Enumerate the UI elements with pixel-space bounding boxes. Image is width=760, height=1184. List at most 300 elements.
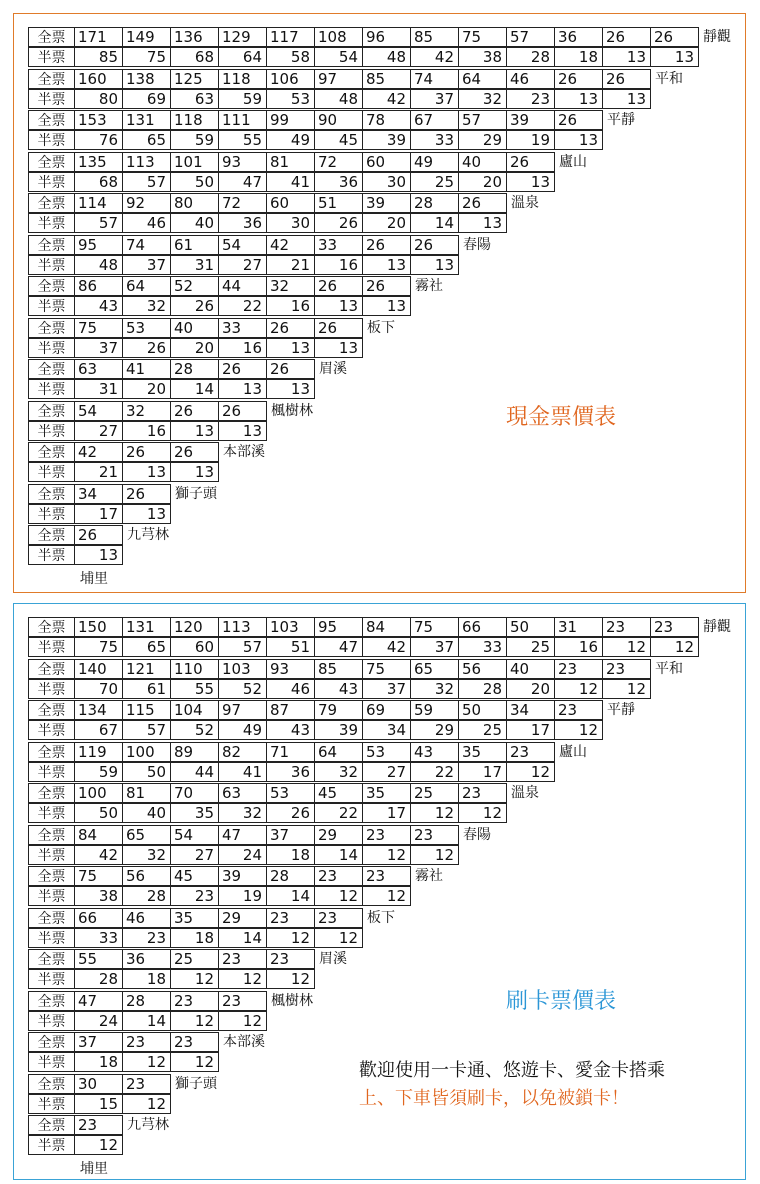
- half-fare-cell: 46: [122, 213, 171, 233]
- station-label: 平和: [655, 71, 683, 87]
- station-label: 春陽: [463, 827, 491, 843]
- full-fare-cell: 140: [74, 659, 123, 679]
- full-fare-cell: 26: [122, 484, 171, 504]
- half-fare-cell: 20: [362, 213, 411, 233]
- full-fare-cell: 89: [170, 742, 219, 762]
- half-fare-cell: 13: [554, 130, 603, 150]
- full-fare-cell: 125: [170, 69, 219, 89]
- full-fare-label: 全票: [28, 442, 75, 462]
- full-fare-cell: 134: [74, 700, 123, 720]
- full-fare-cell: 119: [74, 742, 123, 762]
- half-fare-cell: 12: [554, 679, 603, 699]
- half-fare-cell: 12: [218, 1011, 267, 1031]
- half-fare-cell: 27: [218, 255, 267, 275]
- half-fare-cell: 28: [506, 47, 555, 67]
- full-fare-label: 全票: [28, 401, 75, 421]
- half-fare-cell: 12: [122, 1052, 171, 1072]
- full-fare-cell: 97: [218, 700, 267, 720]
- full-fare-cell: 75: [362, 659, 411, 679]
- full-fare-cell: 85: [410, 27, 459, 47]
- station-label: 平靜: [607, 112, 635, 128]
- full-fare-cell: 100: [74, 783, 123, 803]
- station-label: 獅子頭: [175, 1076, 217, 1092]
- full-fare-cell: 114: [74, 193, 123, 213]
- full-fare-cell: 96: [362, 27, 411, 47]
- full-fare-cell: 28: [122, 991, 171, 1011]
- full-fare-cell: 61: [170, 235, 219, 255]
- half-fare-label: 半票: [28, 969, 75, 989]
- half-fare-cell: 57: [122, 172, 171, 192]
- half-fare-cell: 43: [266, 720, 315, 740]
- half-fare-cell: 13: [314, 338, 363, 358]
- full-fare-cell: 46: [122, 908, 171, 928]
- half-fare-cell: 18: [266, 845, 315, 865]
- full-fare-label: 全票: [28, 617, 75, 637]
- half-fare-cell: 13: [554, 89, 603, 109]
- half-fare-cell: 57: [218, 637, 267, 657]
- half-fare-label: 半票: [28, 255, 75, 275]
- half-fare-cell: 17: [506, 720, 555, 740]
- half-fare-cell: 39: [314, 720, 363, 740]
- full-fare-cell: 40: [170, 318, 219, 338]
- full-fare-cell: 26: [122, 442, 171, 462]
- half-fare-cell: 32: [218, 803, 267, 823]
- half-fare-cell: 36: [266, 762, 315, 782]
- full-fare-label: 全票: [28, 949, 75, 969]
- full-fare-cell: 59: [410, 700, 459, 720]
- full-fare-cell: 66: [74, 908, 123, 928]
- half-fare-cell: 32: [122, 845, 171, 865]
- half-fare-cell: 43: [74, 296, 123, 316]
- half-fare-label: 半票: [28, 545, 75, 565]
- half-fare-cell: 67: [74, 720, 123, 740]
- station-label: 平和: [655, 661, 683, 677]
- half-fare-cell: 51: [266, 637, 315, 657]
- full-fare-label: 全票: [28, 742, 75, 762]
- half-fare-cell: 55: [218, 130, 267, 150]
- half-fare-cell: 38: [458, 47, 507, 67]
- half-fare-cell: 16: [122, 421, 171, 441]
- station-label: 霧社: [415, 278, 443, 294]
- half-fare-label: 半票: [28, 172, 75, 192]
- full-fare-cell: 35: [362, 783, 411, 803]
- half-fare-label: 半票: [28, 296, 75, 316]
- half-fare-cell: 18: [74, 1052, 123, 1072]
- half-fare-cell: 61: [122, 679, 171, 699]
- full-fare-cell: 26: [554, 69, 603, 89]
- full-fare-cell: 43: [410, 742, 459, 762]
- full-fare-label: 全票: [28, 783, 75, 803]
- half-fare-cell: 59: [170, 130, 219, 150]
- half-fare-cell: 31: [170, 255, 219, 275]
- half-fare-cell: 12: [170, 1052, 219, 1072]
- full-fare-cell: 23: [122, 1032, 171, 1052]
- station-label: 靜觀: [703, 29, 731, 45]
- full-fare-cell: 23: [362, 866, 411, 886]
- full-fare-cell: 65: [122, 825, 171, 845]
- half-fare-cell: 30: [266, 213, 315, 233]
- half-fare-cell: 20: [122, 379, 171, 399]
- full-fare-cell: 149: [122, 27, 171, 47]
- half-fare-cell: 69: [122, 89, 171, 109]
- half-fare-cell: 14: [314, 845, 363, 865]
- full-fare-cell: 23: [218, 949, 267, 969]
- half-fare-cell: 46: [266, 679, 315, 699]
- half-fare-cell: 13: [458, 213, 507, 233]
- full-fare-label: 全票: [28, 276, 75, 296]
- half-fare-label: 半票: [28, 504, 75, 524]
- half-fare-cell: 37: [74, 338, 123, 358]
- half-fare-cell: 12: [410, 803, 459, 823]
- half-fare-label: 半票: [28, 1011, 75, 1031]
- full-fare-cell: 90: [314, 110, 363, 130]
- half-fare-cell: 75: [74, 637, 123, 657]
- full-fare-cell: 103: [266, 617, 315, 637]
- full-fare-cell: 26: [74, 525, 123, 545]
- half-fare-cell: 60: [170, 637, 219, 657]
- full-fare-cell: 72: [218, 193, 267, 213]
- full-fare-cell: 99: [266, 110, 315, 130]
- half-fare-cell: 26: [266, 803, 315, 823]
- full-fare-cell: 85: [362, 69, 411, 89]
- half-fare-cell: 47: [314, 637, 363, 657]
- full-fare-label: 全票: [28, 866, 75, 886]
- half-fare-cell: 76: [74, 130, 123, 150]
- half-fare-cell: 13: [650, 47, 699, 67]
- full-fare-cell: 46: [506, 69, 555, 89]
- half-fare-cell: 17: [74, 504, 123, 524]
- half-fare-cell: 12: [506, 762, 555, 782]
- full-fare-cell: 72: [314, 152, 363, 172]
- half-fare-cell: 27: [74, 421, 123, 441]
- half-fare-cell: 20: [506, 679, 555, 699]
- half-fare-cell: 23: [506, 89, 555, 109]
- station-label: 眉溪: [319, 951, 347, 967]
- full-fare-cell: 131: [122, 110, 171, 130]
- full-fare-cell: 42: [266, 235, 315, 255]
- half-fare-cell: 14: [122, 1011, 171, 1031]
- half-fare-label: 半票: [28, 338, 75, 358]
- full-fare-cell: 23: [170, 991, 219, 1011]
- full-fare-cell: 103: [218, 659, 267, 679]
- full-fare-cell: 41: [122, 359, 171, 379]
- full-fare-cell: 23: [218, 991, 267, 1011]
- full-fare-cell: 104: [170, 700, 219, 720]
- half-fare-cell: 13: [218, 379, 267, 399]
- half-fare-cell: 12: [218, 969, 267, 989]
- full-fare-cell: 45: [314, 783, 363, 803]
- full-fare-cell: 54: [74, 401, 123, 421]
- half-fare-cell: 49: [218, 720, 267, 740]
- half-fare-cell: 57: [74, 213, 123, 233]
- full-fare-cell: 95: [314, 617, 363, 637]
- full-fare-cell: 42: [74, 442, 123, 462]
- full-fare-cell: 95: [74, 235, 123, 255]
- full-fare-cell: 26: [314, 276, 363, 296]
- half-fare-cell: 37: [362, 679, 411, 699]
- full-fare-cell: 129: [218, 27, 267, 47]
- full-fare-cell: 69: [362, 700, 411, 720]
- half-fare-cell: 13: [218, 421, 267, 441]
- half-fare-cell: 37: [122, 255, 171, 275]
- full-fare-cell: 57: [506, 27, 555, 47]
- full-fare-cell: 23: [122, 1074, 171, 1094]
- full-fare-cell: 87: [266, 700, 315, 720]
- full-fare-cell: 26: [650, 27, 699, 47]
- half-fare-cell: 28: [458, 679, 507, 699]
- full-fare-cell: 54: [170, 825, 219, 845]
- full-fare-cell: 113: [218, 617, 267, 637]
- half-fare-cell: 18: [170, 928, 219, 948]
- cash-fare-panel: [13, 13, 746, 593]
- full-fare-cell: 74: [122, 235, 171, 255]
- full-fare-cell: 135: [74, 152, 123, 172]
- half-fare-cell: 15: [74, 1094, 123, 1114]
- half-fare-cell: 32: [458, 89, 507, 109]
- full-fare-cell: 171: [74, 27, 123, 47]
- half-fare-cell: 33: [458, 637, 507, 657]
- half-fare-cell: 24: [218, 845, 267, 865]
- full-fare-label: 全票: [28, 1074, 75, 1094]
- half-fare-cell: 17: [362, 803, 411, 823]
- full-fare-label: 全票: [28, 484, 75, 504]
- half-fare-cell: 20: [170, 338, 219, 358]
- full-fare-cell: 93: [218, 152, 267, 172]
- full-fare-cell: 55: [74, 949, 123, 969]
- full-fare-cell: 53: [266, 783, 315, 803]
- full-fare-cell: 52: [170, 276, 219, 296]
- half-fare-cell: 13: [266, 338, 315, 358]
- half-fare-cell: 27: [170, 845, 219, 865]
- half-fare-cell: 16: [554, 637, 603, 657]
- half-fare-label: 半票: [28, 845, 75, 865]
- half-fare-cell: 13: [266, 379, 315, 399]
- full-fare-cell: 34: [506, 700, 555, 720]
- full-fare-cell: 26: [170, 442, 219, 462]
- half-fare-label: 半票: [28, 762, 75, 782]
- half-fare-cell: 35: [170, 803, 219, 823]
- full-fare-label: 全票: [28, 991, 75, 1011]
- full-fare-cell: 53: [122, 318, 171, 338]
- station-label: 板下: [367, 910, 395, 926]
- full-fare-cell: 56: [458, 659, 507, 679]
- full-fare-cell: 136: [170, 27, 219, 47]
- full-fare-cell: 138: [122, 69, 171, 89]
- full-fare-cell: 63: [74, 359, 123, 379]
- full-fare-cell: 93: [266, 659, 315, 679]
- half-fare-label: 半票: [28, 213, 75, 233]
- station-label: 板下: [367, 320, 395, 336]
- half-fare-cell: 13: [122, 462, 171, 482]
- half-fare-cell: 48: [74, 255, 123, 275]
- half-fare-cell: 12: [266, 969, 315, 989]
- half-fare-cell: 42: [410, 47, 459, 67]
- station-label: 九芎林: [127, 1117, 169, 1133]
- half-fare-cell: 42: [74, 845, 123, 865]
- card-fare-panel: [13, 603, 746, 1180]
- station-label: 本部溪: [223, 1034, 265, 1050]
- full-fare-cell: 75: [74, 318, 123, 338]
- full-fare-cell: 81: [266, 152, 315, 172]
- full-fare-cell: 84: [74, 825, 123, 845]
- full-fare-cell: 110: [170, 659, 219, 679]
- half-fare-cell: 37: [410, 637, 459, 657]
- half-fare-cell: 54: [314, 47, 363, 67]
- half-fare-label: 半票: [28, 1094, 75, 1114]
- half-fare-cell: 29: [410, 720, 459, 740]
- full-fare-cell: 113: [122, 152, 171, 172]
- full-fare-cell: 37: [74, 1032, 123, 1052]
- half-fare-cell: 12: [266, 928, 315, 948]
- half-fare-cell: 25: [506, 637, 555, 657]
- half-fare-cell: 37: [410, 89, 459, 109]
- full-fare-cell: 63: [218, 783, 267, 803]
- half-fare-cell: 48: [314, 89, 363, 109]
- full-fare-cell: 39: [506, 110, 555, 130]
- full-fare-label: 全票: [28, 1115, 75, 1135]
- full-fare-cell: 81: [122, 783, 171, 803]
- half-fare-cell: 17: [458, 762, 507, 782]
- full-fare-cell: 26: [506, 152, 555, 172]
- half-fare-cell: 12: [362, 845, 411, 865]
- half-fare-cell: 14: [410, 213, 459, 233]
- half-fare-cell: 26: [170, 296, 219, 316]
- half-fare-cell: 68: [170, 47, 219, 67]
- full-fare-cell: 78: [362, 110, 411, 130]
- full-fare-cell: 131: [122, 617, 171, 637]
- half-fare-cell: 12: [554, 720, 603, 740]
- full-fare-cell: 30: [74, 1074, 123, 1094]
- half-fare-cell: 28: [74, 969, 123, 989]
- full-fare-cell: 121: [122, 659, 171, 679]
- half-fare-cell: 43: [314, 679, 363, 699]
- full-fare-cell: 33: [218, 318, 267, 338]
- full-fare-cell: 32: [122, 401, 171, 421]
- full-fare-cell: 26: [314, 318, 363, 338]
- half-fare-label: 半票: [28, 928, 75, 948]
- half-fare-cell: 49: [266, 130, 315, 150]
- half-fare-cell: 20: [458, 172, 507, 192]
- full-fare-cell: 80: [170, 193, 219, 213]
- full-fare-cell: 160: [74, 69, 123, 89]
- half-fare-cell: 30: [362, 172, 411, 192]
- full-fare-cell: 26: [218, 401, 267, 421]
- full-fare-cell: 84: [362, 617, 411, 637]
- full-fare-cell: 79: [314, 700, 363, 720]
- full-fare-label: 全票: [28, 193, 75, 213]
- full-fare-cell: 64: [458, 69, 507, 89]
- full-fare-cell: 44: [218, 276, 267, 296]
- half-fare-cell: 16: [314, 255, 363, 275]
- origin-station-label: 埔里: [80, 571, 108, 587]
- cash-fare-title: 現金票價表: [506, 405, 617, 430]
- half-fare-cell: 13: [410, 255, 459, 275]
- full-fare-cell: 28: [266, 866, 315, 886]
- half-fare-label: 半票: [28, 720, 75, 740]
- full-fare-cell: 23: [266, 949, 315, 969]
- half-fare-cell: 63: [170, 89, 219, 109]
- half-fare-cell: 50: [170, 172, 219, 192]
- full-fare-cell: 23: [458, 783, 507, 803]
- full-fare-cell: 26: [218, 359, 267, 379]
- half-fare-cell: 64: [218, 47, 267, 67]
- full-fare-cell: 26: [266, 359, 315, 379]
- full-fare-label: 全票: [28, 152, 75, 172]
- half-fare-cell: 14: [218, 928, 267, 948]
- half-fare-cell: 19: [218, 886, 267, 906]
- full-fare-cell: 71: [266, 742, 315, 762]
- full-fare-cell: 49: [410, 152, 459, 172]
- half-fare-cell: 44: [170, 762, 219, 782]
- half-fare-cell: 13: [506, 172, 555, 192]
- origin-station-label: 埔里: [80, 1161, 108, 1177]
- full-fare-label: 全票: [28, 110, 75, 130]
- full-fare-cell: 26: [458, 193, 507, 213]
- full-fare-cell: 57: [458, 110, 507, 130]
- half-fare-cell: 52: [170, 720, 219, 740]
- half-fare-cell: 12: [74, 1135, 123, 1155]
- half-fare-label: 半票: [28, 130, 75, 150]
- full-fare-label: 全票: [28, 525, 75, 545]
- half-fare-cell: 65: [122, 637, 171, 657]
- full-fare-label: 全票: [28, 69, 75, 89]
- full-fare-cell: 26: [170, 401, 219, 421]
- full-fare-cell: 118: [218, 69, 267, 89]
- card-notice-line-2: 上、下車皆須刷卡，以免被鎖卡！: [359, 1088, 629, 1109]
- station-label: 靜觀: [703, 619, 731, 635]
- half-fare-cell: 75: [122, 47, 171, 67]
- full-fare-cell: 60: [266, 193, 315, 213]
- full-fare-cell: 92: [122, 193, 171, 213]
- half-fare-cell: 13: [74, 545, 123, 565]
- half-fare-cell: 34: [362, 720, 411, 740]
- half-fare-cell: 57: [122, 720, 171, 740]
- half-fare-cell: 33: [74, 928, 123, 948]
- half-fare-cell: 14: [266, 886, 315, 906]
- half-fare-label: 半票: [28, 1052, 75, 1072]
- half-fare-label: 半票: [28, 462, 75, 482]
- half-fare-cell: 53: [266, 89, 315, 109]
- full-fare-cell: 23: [314, 866, 363, 886]
- half-fare-cell: 38: [74, 886, 123, 906]
- full-fare-cell: 120: [170, 617, 219, 637]
- full-fare-label: 全票: [28, 359, 75, 379]
- full-fare-cell: 40: [506, 659, 555, 679]
- half-fare-cell: 40: [122, 803, 171, 823]
- full-fare-cell: 150: [74, 617, 123, 637]
- half-fare-cell: 23: [170, 886, 219, 906]
- half-fare-cell: 12: [362, 886, 411, 906]
- full-fare-cell: 23: [554, 700, 603, 720]
- full-fare-cell: 53: [362, 742, 411, 762]
- full-fare-cell: 74: [410, 69, 459, 89]
- half-fare-cell: 22: [218, 296, 267, 316]
- half-fare-cell: 12: [314, 928, 363, 948]
- station-label: 楓樹林: [271, 993, 313, 1009]
- half-fare-cell: 12: [170, 1011, 219, 1031]
- half-fare-cell: 59: [218, 89, 267, 109]
- full-fare-cell: 56: [122, 866, 171, 886]
- half-fare-cell: 26: [314, 213, 363, 233]
- half-fare-cell: 12: [314, 886, 363, 906]
- full-fare-cell: 39: [362, 193, 411, 213]
- station-label: 本部溪: [223, 444, 265, 460]
- full-fare-cell: 115: [122, 700, 171, 720]
- half-fare-label: 半票: [28, 1135, 75, 1155]
- full-fare-cell: 40: [458, 152, 507, 172]
- half-fare-cell: 50: [74, 803, 123, 823]
- station-label: 眉溪: [319, 361, 347, 377]
